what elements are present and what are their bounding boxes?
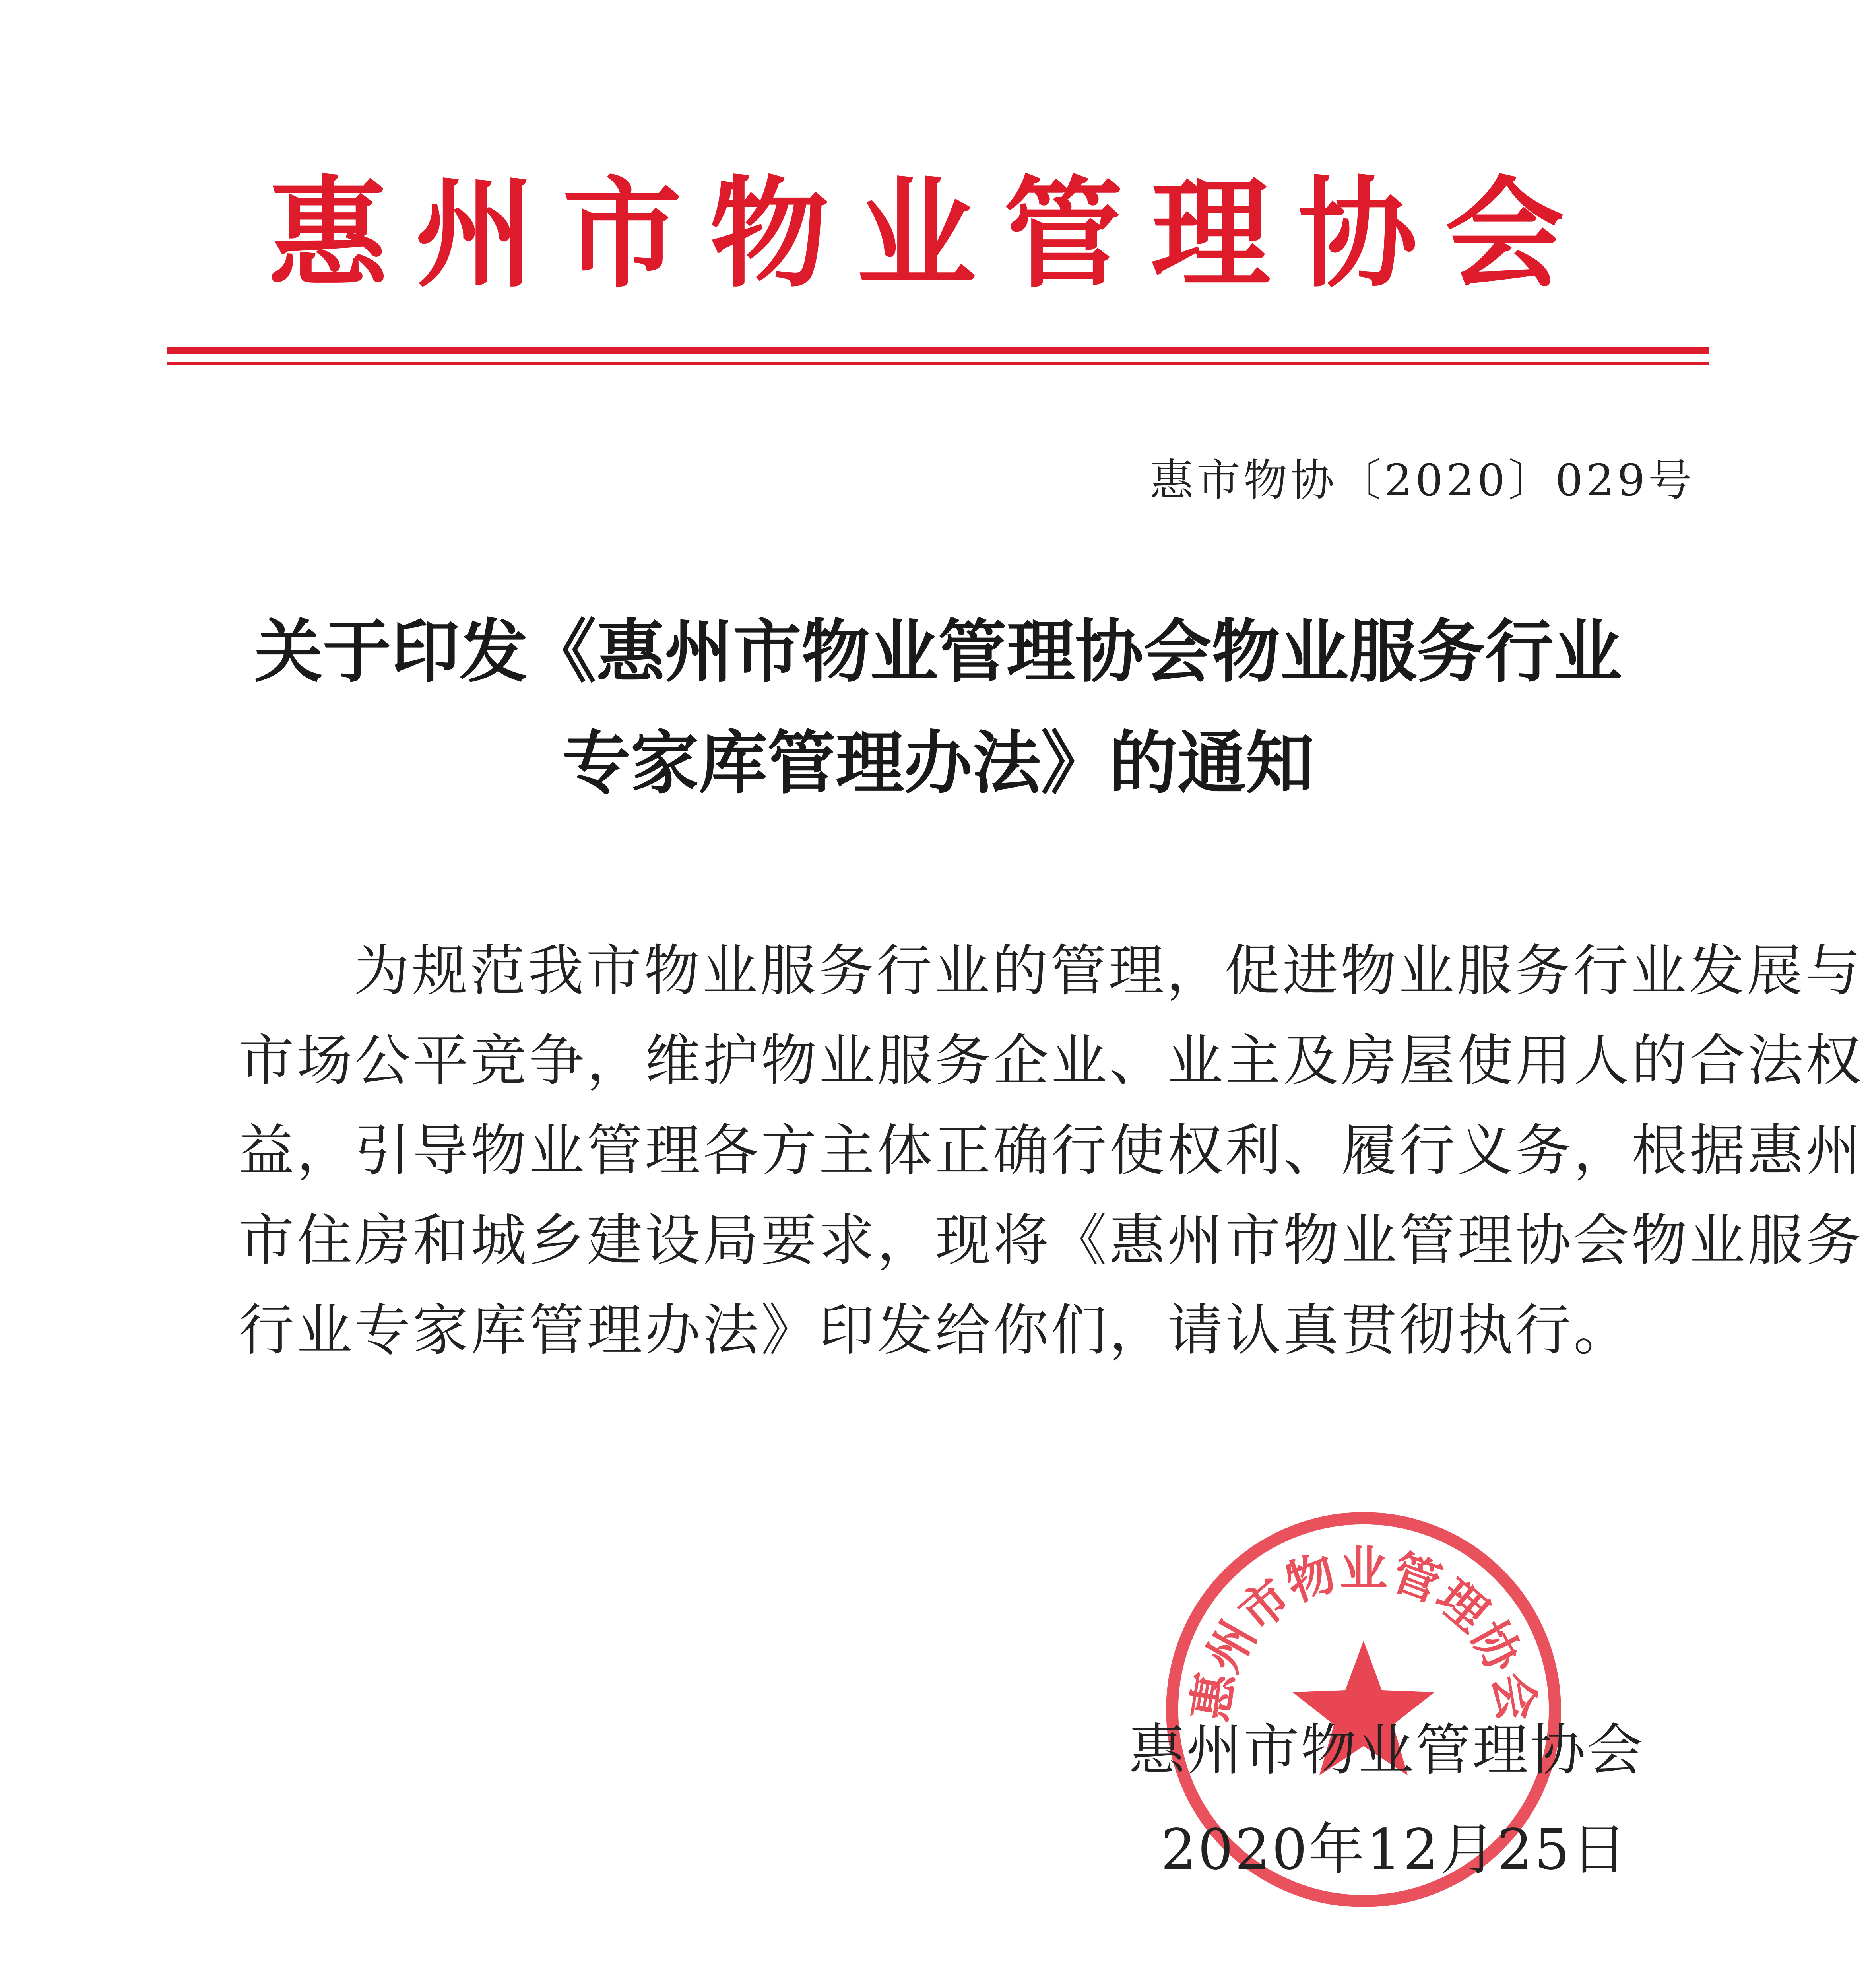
org-header-title: 惠州市物业管理协会	[268, 165, 1592, 304]
body-line-3: 益，引导物业管理各方主体正确行使权利、履行义务，根据惠州	[239, 1118, 1864, 1183]
body-paragraph	[239, 926, 1864, 1376]
body-line-4: 市住房和城乡建设局要求，现将《惠州市物业管理协会物业服务	[239, 1208, 1864, 1273]
issuer-signature: 惠州市物业管理协会	[1129, 1718, 1645, 1783]
header-rule-thick	[167, 347, 1709, 354]
document-title	[167, 596, 1709, 819]
title-line-1: 关于印发《惠州市物业管理协会物业服务行业	[254, 612, 1622, 692]
body-line-2: 市场公平竞争，维护物业服务企业、业主及房屋使用人的合法权	[239, 1029, 1864, 1093]
header-rule-thin	[167, 362, 1709, 365]
seal-text: 惠州市物业管理协会	[1182, 1541, 1545, 1725]
body-line-5: 行业专家库管理办法》印发给你们，请认真贯彻执行。	[239, 1298, 1632, 1363]
document-number: 惠市物协〔2020〕029号	[1150, 455, 1695, 506]
title-line-2: 专家库管理办法》的通知	[562, 723, 1314, 803]
body-line-1: 为规范我市物业服务行业的管理，促进物业服务行业发展与	[354, 939, 1863, 1004]
issue-date: 2020年12月25日	[1161, 1817, 1629, 1882]
